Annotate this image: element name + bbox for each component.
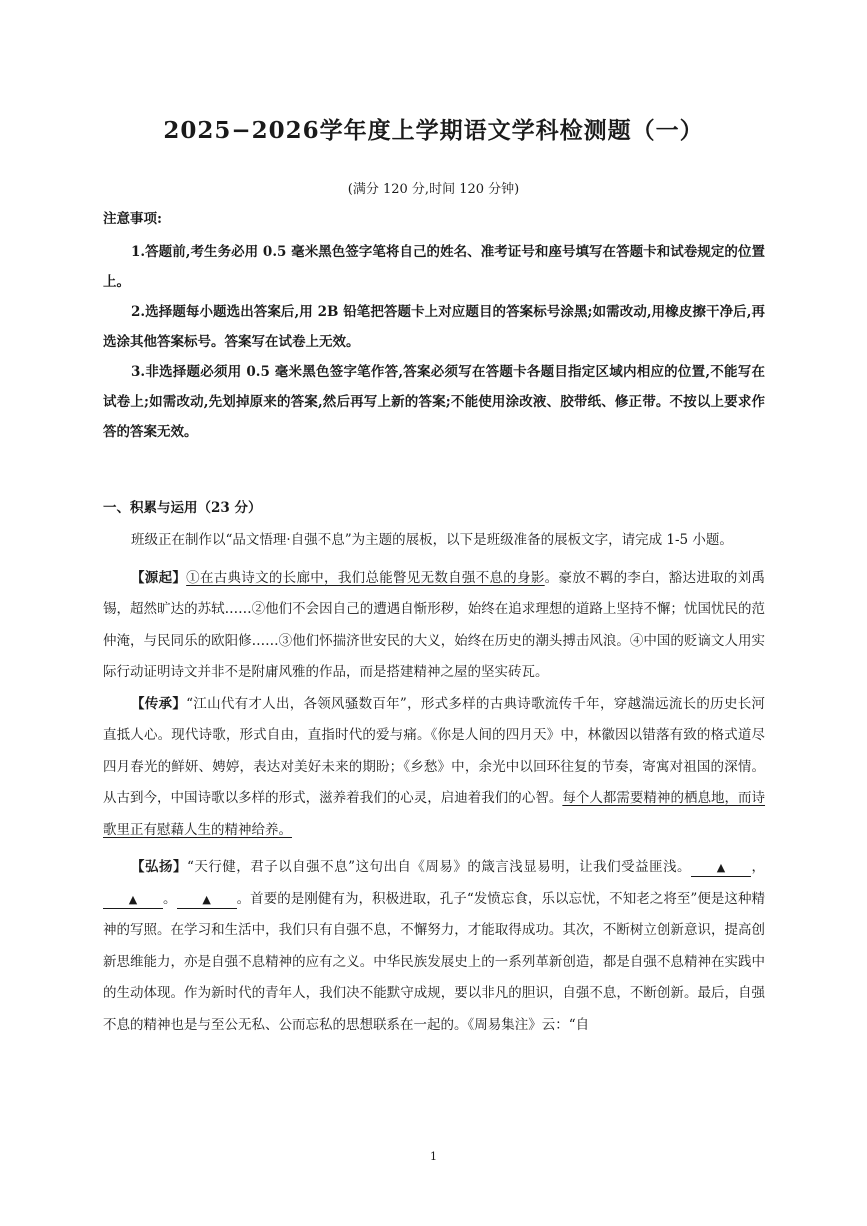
paragraph-text: “江山代有才人出，各领风骚数百年”，形式多样的古典诗歌流传千年，穿越湍远流长的历史长河直抵人心。现代诗歌，形式自由，直指时代的爱与痛。《你是人间的四月天》中，林徽因以错落有致的格式道尽四月春光的鲜妍、娉婷，表达对美好未来的期盼；《乡愁》中，余光中以回环往复的节奏，寄寓对祖国的深情。从古到今，中国诗歌以多样的形式，滋养着我们的心灵，启迪着我们的心智。 <box>103 695 765 806</box>
notice-item: 2.选择题每小题选出答案后,用 2B 铅笔把答题卡上对应题目的答案标号涂黑;如需改动,用橡皮擦干净后,再选涂其他答案标号。答案写在试卷上无效。 <box>103 304 765 350</box>
paragraph-tag: 【传承】 <box>131 695 187 712</box>
notice-item: 1.答题前,考生务必用 0.5 毫米黑色签字笔将自己的姓名、准考证号和座号填写在答题卡和试卷规定的位置上。 <box>103 244 765 290</box>
paragraph-hongyang <box>103 852 765 1041</box>
answer-blank: ▲ <box>691 860 751 877</box>
separator: 。 <box>163 890 177 907</box>
notice-item: 3.非选择题必须用 0.5 毫米黑色签字笔作答,答案必须写在答题卡各题目指定区域内相应的位置,不能写在试卷上;如需改动,先划掉原来的答案,然后再写上新的答案;不能使用涂改液、胶带纸、修正带。不按以上要求作答的答案无效。 <box>103 364 765 440</box>
paragraph-text: 。首要的是刚健有为，积极进取，孔子“发愤忘食，乐以忘忧，不知老之将至”便是这种精神的写照。在学习和生活中，我们只有自强不息，不懈努力，才能取得成功。其次，不断树立创新意识，提高创新思维能力，亦是自强不息精神的应有之义。中华民族发展史上的一系列革新创造，都是自强不息精神在实践中的生动体现。作为新时代的青年人，我们决不能默守成规，要以非凡的胆识，自强不息，不断创新。最后，自强不息的精神也是与至公无私、公而忘私的思想联系在一起的。《周易集注》云：“自 <box>103 890 766 1033</box>
section-intro: 班级正在制作以“品文悟理·自强不息”为主题的展板，以下是班级准备的展板文字，请完成 1-5 小题。 <box>131 532 733 548</box>
notice-list <box>103 237 765 447</box>
paragraph-tag: 【源起】 <box>131 569 187 586</box>
answer-blank: ▲ <box>177 892 237 909</box>
underlined-sentence: 每个人都需要精神的栖息地，而诗歌里正有慰藉人生的精神给养。 <box>103 790 766 838</box>
separator: ， <box>751 859 766 875</box>
answer-blank: ▲ <box>103 892 163 909</box>
section-heading: 一、积累与运用（23 分） <box>103 500 262 516</box>
exam-info: (满分 120 分,时间 120 分钟) <box>347 182 520 197</box>
page-number: 1 <box>430 1150 437 1163</box>
notice-heading: 注意事项: <box>103 211 162 227</box>
paragraph-tag: 【弘扬】 <box>131 859 187 875</box>
underlined-sentence: ①在古典诗文的长廊中，我们总能瞥见无数自强不息的身影 <box>186 569 545 586</box>
paragraph-yuanqi <box>103 563 765 689</box>
paragraph-text: 。豪放不羁的李白，豁达进取的刘禹锡，超然旷达的苏轼……②他们不会因自己的遭遇自惭形秽，始终在追求理想的道路上坚持不懈；忧国忧民的范仲淹，与民同乐的欧阳修……③他们怀揣济世安民的大义，始终在历史的潮头搏击风浪。④中国的贬谪文人用实际行动证明诗文并非不是附庸风雅的作品，而是搭建精神之屋的坚实砖瓦。 <box>103 569 766 680</box>
paragraph-chuancheng <box>103 689 765 847</box>
page-title: 2025−2026学年度上学期语文学科检测题（一） <box>163 117 704 144</box>
paragraph-text: “天行健，君子以自强不息”这句出自《周易》的箴言浅显易明，让我们受益匪浅。 <box>186 859 692 875</box>
passage <box>103 525 765 1041</box>
